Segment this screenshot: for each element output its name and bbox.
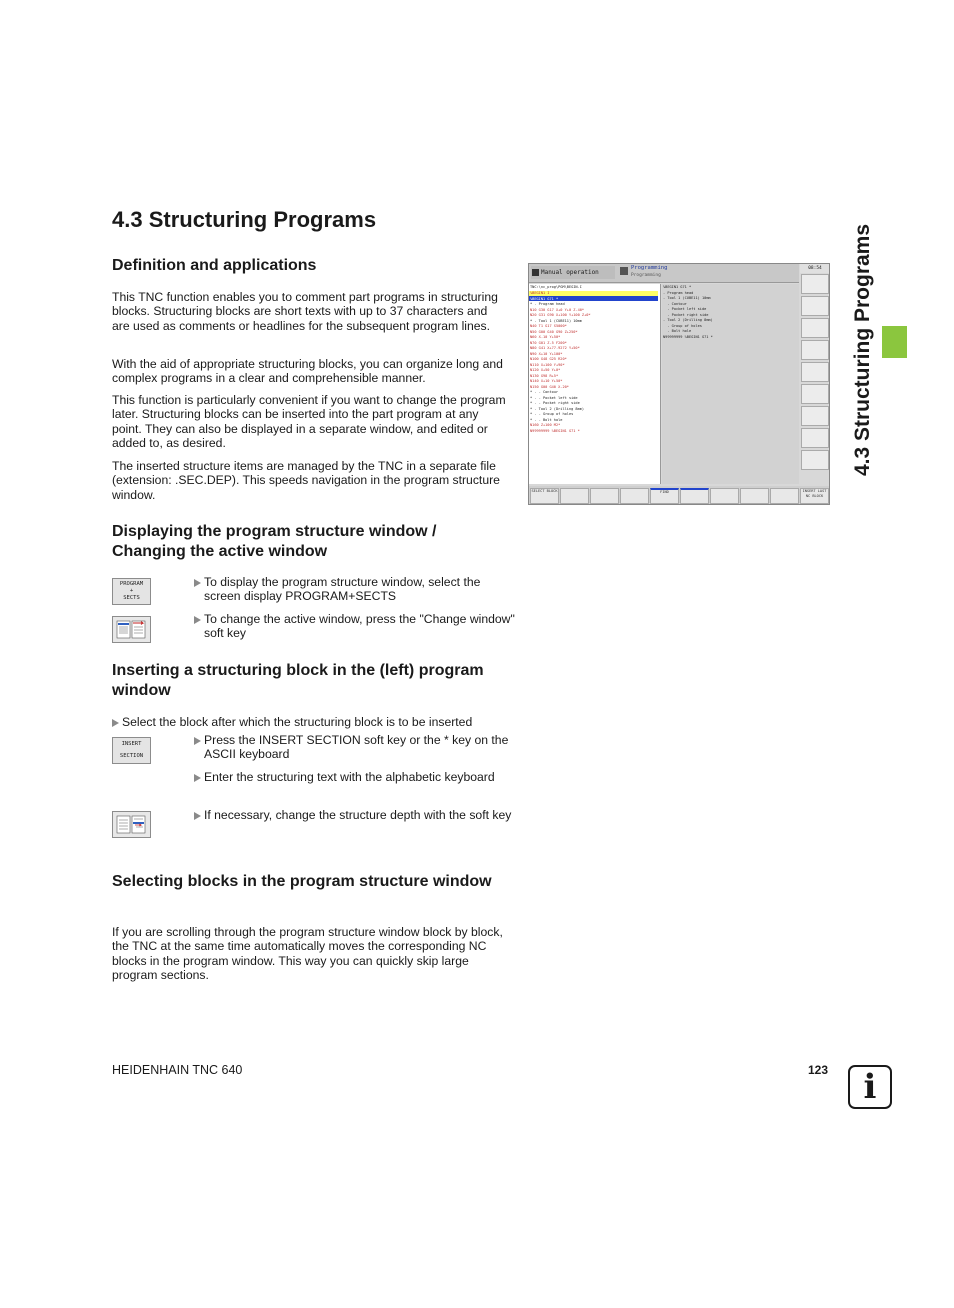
structure-line: - Contour	[663, 301, 687, 306]
instruction-step: To display the program structure window, select the screen display PROGRAM+SECTS	[194, 575, 518, 604]
program-line: * - - Bolt hole	[530, 417, 563, 422]
change-window-icon	[113, 617, 150, 642]
program-line: * - - Contour	[530, 390, 559, 394]
structure-line: - Tool 2 (Drilling 8mm)	[663, 318, 713, 322]
arrow-bullet-icon	[194, 616, 201, 624]
tnc-screen-screenshot	[528, 263, 830, 505]
program-line: N70 G01 Z-5 F200*	[530, 340, 567, 345]
page-number: 123	[808, 1063, 829, 1077]
structure-line: %BEGIN1 G71 *	[663, 285, 692, 289]
program-line: * - - Group of holes	[530, 412, 574, 416]
info-icon: i	[848, 1065, 892, 1109]
arrow-bullet-icon	[194, 737, 201, 745]
program-line: %BEGIN1 I	[530, 291, 550, 295]
structure-window	[662, 284, 799, 484]
program-line: N120 X+50 Y+0*	[530, 368, 561, 372]
mode-manual-operation: Manual operation	[531, 266, 615, 279]
program-line: %BEGIN1 G71 *	[530, 296, 559, 301]
insert-section-softkey[interactable]: INSERT SECTION	[112, 737, 151, 764]
structure-line: - Pocket right side	[663, 312, 709, 317]
program-line: N130 G98 R+5*	[530, 373, 559, 378]
softkey-empty[interactable]	[590, 488, 619, 504]
side-chapter-title: 4.3 Structuring Programs	[851, 223, 874, 477]
arrow-bullet-icon	[112, 719, 119, 727]
structure-depth-softkey[interactable]	[112, 811, 151, 838]
paragraph: This function is particularly convenient if you want to change the program later. Structuring blocks can be inserted into the part program at any point. They can also be displayed in a separate window, and edited or added to, as desired.	[112, 393, 506, 450]
program-line: N140 X+10 Y+50*	[530, 379, 563, 383]
program-line: N40 T1 G17 S5000*	[530, 324, 567, 328]
instruction-step: If necessary, change the structure depth with the soft key	[194, 808, 518, 822]
structure-line: - Tool 1 (CUBE11) 10mm	[663, 296, 711, 300]
program-line: * - Program head	[530, 302, 565, 306]
paragraph: The inserted structure items are managed by the TNC in a separate file (extension: .SEC.DEP). This speeds navigation in the program structure window.	[112, 459, 500, 502]
softkey-empty[interactable]	[560, 488, 589, 504]
vertical-softkey[interactable]	[801, 296, 829, 316]
program-path: TNC:\nc_prog\PGM\BEGIN.I	[530, 285, 582, 289]
program-line: * - - Pocket left side	[530, 395, 578, 400]
mode-programming: Programming Programming	[619, 265, 709, 280]
softkey-change-window[interactable]	[680, 488, 709, 504]
structure-depth-icon	[113, 812, 150, 837]
program-line: N20 G31 G90 X+100 Y+100 Z+0*	[530, 313, 591, 317]
heading-selecting: Selecting blocks in the program structure window	[112, 873, 492, 890]
vertical-softkey-bar	[800, 274, 830, 484]
vertical-softkey[interactable]	[801, 362, 829, 382]
vertical-softkey[interactable]	[801, 384, 829, 404]
program-line: * - Tool 1 (CUBE11) 10mm	[530, 318, 582, 323]
heading-definition: Definition and applications	[112, 257, 317, 274]
program-line: N80 G41 X+77.9272 Y+50*	[530, 346, 580, 350]
softkey-structure-depth-left[interactable]	[740, 488, 769, 504]
instruction-bullet: Select the block after which the structuring block is to be inserted	[112, 715, 512, 729]
softkey-select-block[interactable]: SELECT BLOCK	[530, 488, 559, 504]
program-sects-softkey[interactable]: PROGRAM + SECTS	[112, 578, 151, 605]
vertical-softkey[interactable]	[801, 274, 829, 294]
footer-product: HEIDENHAIN TNC 640	[112, 1063, 243, 1077]
vertical-softkey[interactable]	[801, 318, 829, 338]
arrow-bullet-icon	[194, 579, 201, 587]
program-line: N100 G48 G25 R20*	[530, 357, 567, 361]
program-line: N150 G00 G40 X-20*	[530, 384, 569, 389]
arrow-bullet-icon	[194, 774, 201, 782]
clock: 08:54	[800, 264, 830, 273]
chapter-tab-marker	[882, 326, 907, 358]
heading-inserting: Inserting a structuring block in the (left) program window	[112, 662, 484, 699]
program-line: N90 X+10 Y+100*	[530, 351, 563, 356]
program-line: N99999999 %BEGIN1 G71 *	[530, 428, 580, 433]
vertical-softkey[interactable]	[801, 406, 829, 426]
instruction-step: Enter the structuring text with the alphabetic keyboard	[194, 770, 518, 784]
program-line: N10 G30 G17 X+0 Y+0 Z-40*	[530, 307, 585, 312]
structure-line: - Bolt hole	[663, 329, 692, 333]
program-line: * - Tool 2 (Drilling 8mm)	[530, 406, 585, 411]
program-line: N160 Z+100 M2*	[530, 423, 561, 427]
structure-line: - Group of holes	[663, 323, 702, 328]
vertical-softkey[interactable]	[801, 340, 829, 360]
instruction-step: To change the active window, press the "Change window" soft key	[194, 612, 518, 641]
manual-mode-icon	[532, 269, 539, 276]
heading-displaying: Displaying the program structure window / Changing the active window	[112, 523, 437, 560]
programming-mode-icon	[620, 267, 628, 275]
arrow-bullet-icon	[194, 812, 201, 820]
program-line: * - - Pocket right side	[530, 401, 580, 405]
softkey-structure-depth-right[interactable]	[770, 488, 799, 504]
paragraph: If you are scrolling through the program structure window block by block, the TNC at the same time automatically moves the corresponding NC blocks in the program window. This way you can quickly skip large program sections.	[112, 925, 503, 982]
program-window	[529, 284, 661, 484]
program-line: N50 G00 G40 G90 Z+250*	[530, 329, 578, 334]
vertical-softkey[interactable]	[801, 428, 829, 448]
structure-line: - Program head	[663, 290, 694, 295]
page-title: 4.3 Structuring Programs	[112, 207, 377, 232]
vertical-softkey[interactable]	[801, 450, 829, 470]
structure-line: N99999999 %BEGIN1 G71 *	[663, 334, 713, 339]
structure-line: - Pocket left side	[663, 307, 707, 311]
instruction-step: Press the INSERT SECTION soft key or the * key on the ASCII keyboard	[194, 733, 518, 762]
paragraph: This TNC function enables you to comment part programs in structuring blocks. Structuring blocks are short texts with up to 37 characters and are used as comments or headlines for the subsequent program lines.	[112, 290, 498, 333]
horizontal-softkey-bar	[529, 486, 830, 505]
paragraph: With the aid of appropriate structuring blocks, you can organize long and complex programs in a clear and comprehensible manner.	[112, 357, 503, 386]
mode-bar	[529, 264, 799, 283]
softkey-insert-last-nc-block[interactable]: INSERT LAST NC BLOCK	[800, 488, 829, 504]
change-window-softkey[interactable]	[112, 616, 151, 643]
softkey-empty[interactable]	[620, 488, 649, 504]
softkey-find[interactable]: FIND	[650, 488, 679, 504]
softkey-empty[interactable]	[710, 488, 739, 504]
program-line: N60 X-10 Y+50*	[530, 335, 561, 339]
program-line: N110 X+100 Y+90*	[530, 362, 565, 367]
